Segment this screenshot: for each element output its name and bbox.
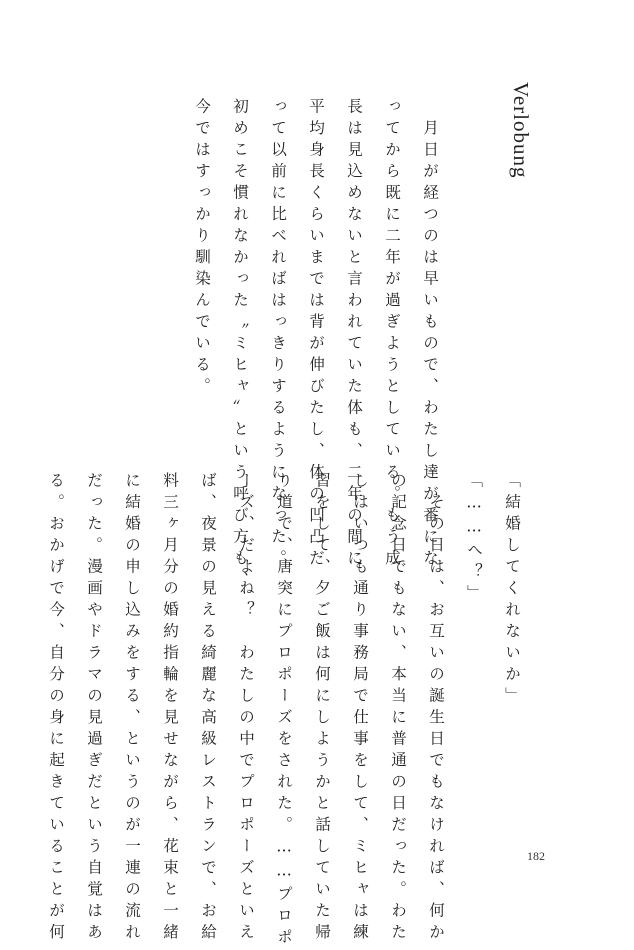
text-line: 「……へ？」 <box>465 472 483 606</box>
text-line: 「結婚してくれないか」 <box>503 472 521 709</box>
text-line: に結婚の申し込みをする、というのが一連の流れ <box>123 472 141 945</box>
text-line: ってから既に二年が過ぎようとしている。もう成 <box>383 98 401 571</box>
page-number: 182 <box>527 849 545 863</box>
text-line: 長は見込めないと言われていた体も、二年の間に <box>345 98 363 571</box>
text-line: 今ではすっかり馴染んでいる。 <box>193 98 211 399</box>
text-line: ば、夜景の見える綺麗な高級レストランで、お給 <box>199 472 217 945</box>
text-line: 習をして、夕ご飯は何にしようかと話していた帰 <box>313 472 331 945</box>
text-line: って以前に比べればはっきりするようになった。 <box>269 98 287 571</box>
text-line: しはいつも通り事務局で仕事をして、ミヒャは練 <box>351 472 369 945</box>
text-line: その日は、お互いの誕生日でもなければ、何か <box>427 472 445 945</box>
text-line: 平均身長くらいまでは背が伸びたし、体の凹凸だ <box>307 98 325 571</box>
text-line: 初めこそ慣れなかった〝ミヒャ〟という呼び方も、 <box>231 98 249 593</box>
text-line: の記念日でもない、本当に普通の日だった。わた <box>389 472 407 945</box>
text-line: ーズ、だよね？ わたしの中でプロポーズといえ <box>237 472 255 945</box>
chapter-title: Verlobung <box>509 82 533 179</box>
text-line: だった。漫画やドラマの見過ぎだという自覚はあ <box>85 472 103 945</box>
text-line: り道で、唐突にプロポーズをされた。……プロポ <box>275 472 293 950</box>
text-line: る。おかげで今、自分の身に起きていることが何 <box>47 472 65 945</box>
text-line: 料三ヶ月分の婚約指輪を見せながら、花束と一緒 <box>161 472 179 945</box>
text-block-bottom <box>37 472 531 950</box>
text-line: 月日が経つのは早いもので、わたし達が番にな <box>421 98 439 571</box>
